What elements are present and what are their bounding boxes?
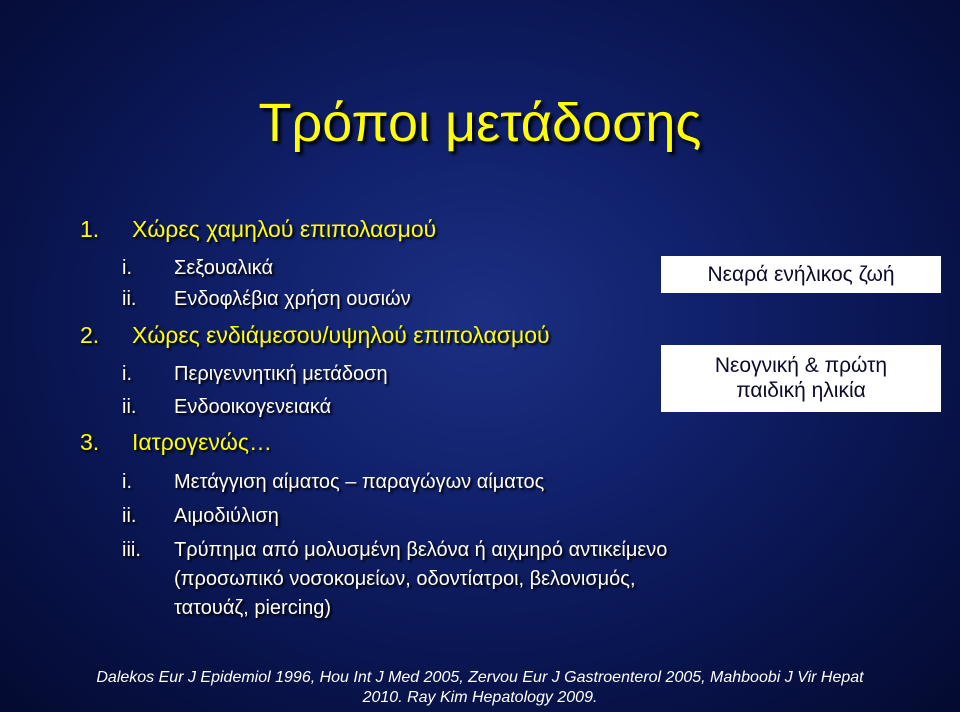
item-marker: 3. (80, 429, 100, 455)
callout-neonatal (661, 345, 941, 412)
item-marker: ii. (122, 505, 137, 527)
callout-neonatal-line1: Νεογνική & πρώτη (714, 354, 888, 377)
callout-young-adult-text: Νεαρά ενήλικος ζωή (707, 263, 895, 286)
callout-neonatal-line2: παιδική ηλικία (736, 379, 866, 402)
item-text: Αιμοδιύλιση (174, 505, 279, 527)
reference-line-1: Dalekos Eur J Epidemiol 1996, Hou Int J Med 2005, Zervou Eur J Gastroenterol 2005, Mahboobi J Vir Hepat (96, 669, 864, 686)
item-text: Τρύπημα από μολυσμένη βελόνα ή αιχμηρό αντικείμενο (174, 539, 668, 561)
item-marker: i. (122, 471, 132, 493)
item-marker: i. (122, 363, 132, 385)
item-text: Μετάγγιση αίματος – παραγώγων αίματος (174, 471, 545, 493)
slide-title: Τρόποι μετάδοσης (258, 93, 702, 153)
callout-young-adult (661, 256, 941, 293)
references (0, 668, 960, 708)
item-marker: iii. (122, 539, 141, 561)
item-marker: ii. (122, 396, 137, 418)
reference-line-2: 2010. Ray Kim Hepatology 2009. (362, 689, 598, 706)
item-text: Χώρες ενδιάμεσου/υψηλού επιπολασμού (132, 322, 550, 348)
item-marker: 2. (80, 322, 100, 348)
item-marker: 1. (80, 216, 100, 242)
item-text: (προσωπικό νοσοκομείων, οδοντίατροι, βελονισμός, (174, 568, 636, 590)
item-text: Χώρες χαμηλού επιπολασμού (132, 216, 437, 242)
item-text: Σεξουαλικά (174, 257, 274, 279)
item-marker: i. (122, 257, 132, 279)
item-marker: ii. (122, 288, 137, 310)
item-text: Ιατρογενώς… (132, 429, 272, 455)
item-text: Ενδοφλέβια χρήση ουσιών (174, 288, 411, 310)
item-text: τατουάζ, piercing) (174, 597, 332, 619)
item-text: Ενδοοικογενειακά (174, 396, 332, 418)
item-text: Περιγεννητική μετάδοση (174, 363, 388, 385)
